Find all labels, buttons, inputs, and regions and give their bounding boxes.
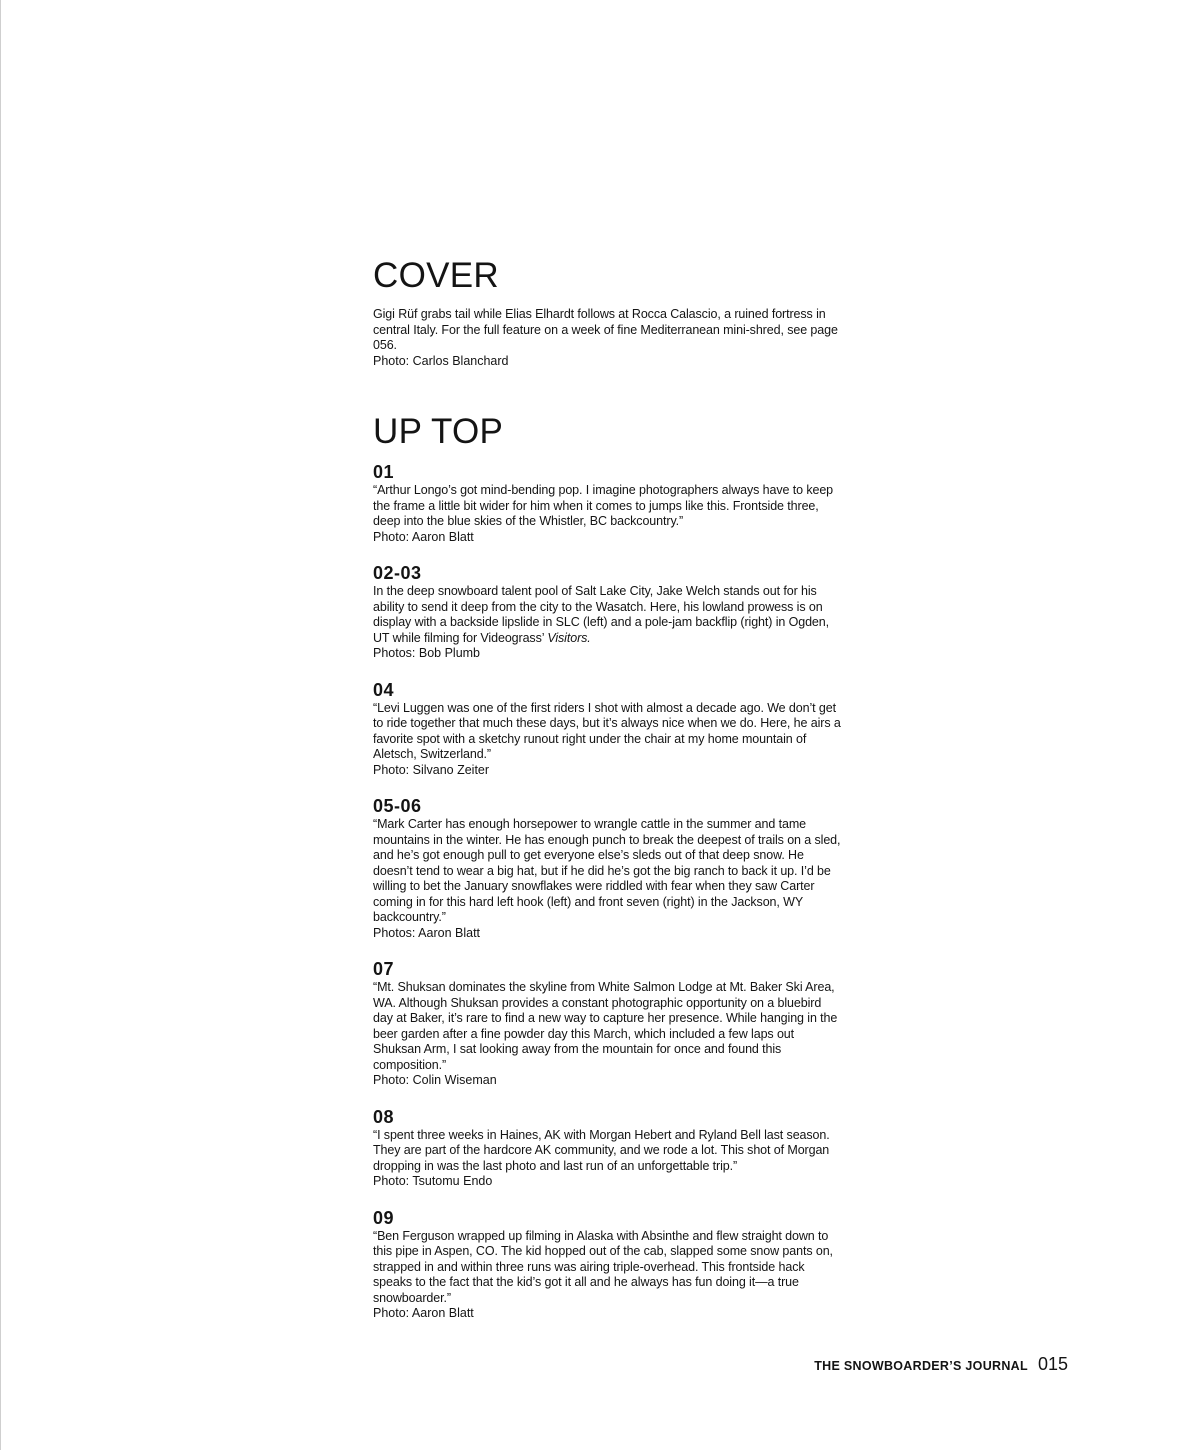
page-footer bbox=[814, 1354, 1068, 1375]
entry-caption: “Ben Ferguson wrapped up filming in Alaska with Absinthe and flew straight down to this pipe in Aspen, CO. The kid hopped out of the cab, slapped some snow pants on, strapped in and within three runs was airing triple-overhead. This frontside hack speaks to the fact that the kid’s got it all and he always has fun doing it—a true snowboarder.” bbox=[373, 1228, 833, 1305]
page-number: 015 bbox=[1037, 1354, 1068, 1374]
cover-photo-credit: Photo: Carlos Blanchard bbox=[373, 353, 509, 368]
entry-caption-wrap bbox=[373, 584, 843, 646]
up-top-heading: UP TOP bbox=[373, 412, 504, 451]
entry-photo-credit: Photo: Tsutomu Endo bbox=[373, 1174, 493, 1188]
film-title: Visitors. bbox=[547, 630, 591, 645]
entry-05-06 bbox=[373, 796, 843, 941]
entry-caption: “Mark Carter has enough horsepower to wrangle cattle in the summer and tame mountains in the winter. He has enough punch to break the deepest of trails on a sled, and he’s got enough pull to get everyone else’s sleds out of that deep snow. He doesn’t tend to wear a big hat, but if he did he’s got the big ranch to back it up. I’d be willing to bet the January snowflakes were riddled with fear when they saw Carter coming in for this hard left hook (left) and front seven (right) in the Jackson, WY backcountry.” bbox=[373, 817, 841, 924]
entry-07 bbox=[373, 959, 843, 1089]
entry-caption: “Mt. Shuksan dominates the skyline from White Salmon Lodge at Mt. Baker Ski Area, WA. Although Shuksan provides a constant photographic opportunity on a bluebird day at Baker, it’s rare to find a new way to capture her presence. While hanging in the beer garden after a fine powder day this March, which included a few laps out Shuksan Arm, I sat looking away from the mountain for once and found this composition.” bbox=[373, 980, 838, 1072]
entry-number: 08 bbox=[373, 1106, 395, 1127]
entry-photo-credit: Photos: Bob Plumb bbox=[373, 646, 481, 660]
entry-04 bbox=[373, 680, 843, 779]
contents-column bbox=[373, 256, 843, 1340]
entry-photo-credit: Photo: Colin Wiseman bbox=[373, 1073, 497, 1087]
publication-name: THE SNOWBOARDER’S JOURNAL bbox=[814, 1359, 1028, 1373]
cover-caption: Gigi Rüf grabs tail while Elias Elhardt follows at Rocca Calascio, a ruined fortress in central Italy. For the full feature on a week of fine Mediterranean mini-shred, see page 056. bbox=[373, 307, 838, 352]
entry-caption: In the deep snowboard talent pool of Salt Lake City, Jake Welch stands out for his ability to send it deep from the city to the Wasatch. Here, his lowland prowess is on display with a backside lipslide in SLC (left) and a pole-jam backflip (right) in Ogden, UT while filming for Videograss’ bbox=[373, 584, 830, 645]
entry-01 bbox=[373, 462, 843, 545]
entry-caption: “Levi Luggen was one of the first riders I shot with almost a decade ago. We don’t get to ride together that much these days, but it’s always nice when we do. Here, he airs a favorite spot with a sketchy runout right under the chair at my home mountain of Aletsch, Switzerland.” bbox=[373, 700, 841, 761]
entry-number: 05-06 bbox=[373, 796, 422, 816]
entry-02-03 bbox=[373, 563, 843, 662]
entry-caption: “I spent three weeks in Haines, AK with Morgan Hebert and Ryland Bell last season. They are part of the hardcore AK community, and we rode a lot. This shot of Morgan dropping in was the last photo and last run of an unforgettable trip.” bbox=[373, 1127, 830, 1173]
entry-photo-credit: Photo: Aaron Blatt bbox=[373, 529, 474, 544]
entry-caption: “Arthur Longo’s got mind-bending pop. I imagine photographers always have to keep the frame a little bit wider for him when it comes to jumps like this. Frontside three, deep into the blue skies of the Whistler, BC backcountry.” bbox=[373, 483, 834, 528]
entry-number: 04 bbox=[373, 679, 395, 700]
entry-photo-credit: Photo: Silvano Zeiter bbox=[373, 762, 490, 777]
entry-number: 01 bbox=[373, 462, 395, 482]
cover-heading: COVER bbox=[373, 256, 499, 295]
entry-number: 07 bbox=[373, 959, 395, 979]
entry-09 bbox=[373, 1208, 843, 1322]
entry-photo-credit: Photo: Aaron Blatt bbox=[373, 1306, 474, 1320]
page-edge-divider bbox=[0, 0, 1, 1450]
entry-number: 09 bbox=[373, 1207, 395, 1228]
entry-photo-credit: Photos: Aaron Blatt bbox=[373, 925, 481, 940]
entry-number: 02-03 bbox=[373, 563, 422, 583]
entry-08 bbox=[373, 1107, 843, 1190]
